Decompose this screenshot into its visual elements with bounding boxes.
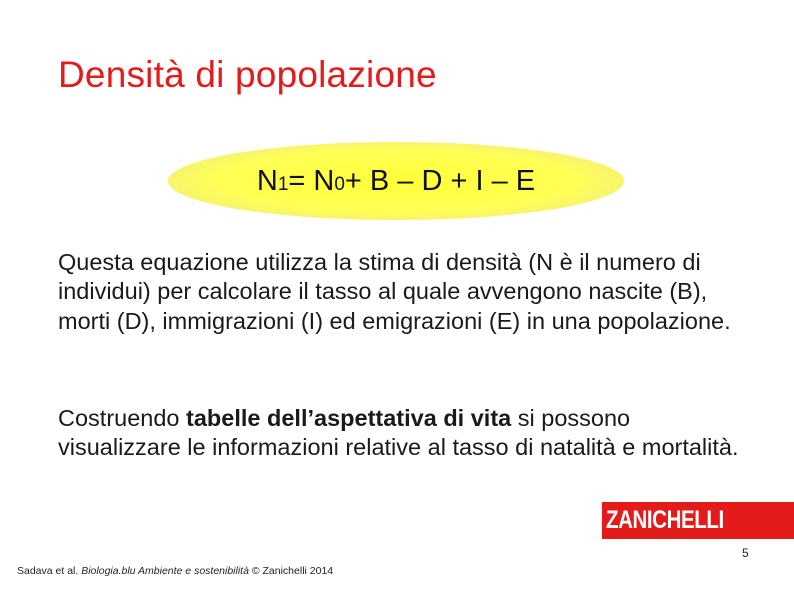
citation [17, 565, 333, 577]
equation-terms: + B – D + I – E [344, 164, 536, 197]
paragraph-life-tables-start: Costruendo [58, 405, 187, 431]
logo-text: ZANICHELLI [606, 506, 724, 534]
paragraph-life-tables [58, 404, 758, 463]
life-tables-term: tabelle dell’aspettativa di vita [186, 405, 512, 431]
population-equation [168, 142, 624, 220]
equation-sub-1: 1 [277, 174, 289, 195]
zanichelli-logo [602, 502, 794, 539]
slide-title: Densità di popolazione [58, 54, 437, 95]
page-number: 5 [742, 546, 749, 560]
paragraph-equation-explanation: Questa equazione utilizza la stima di densità (N è il numero di individui) per calcolare il tasso al quale avvengono nascite (B), morti (D), immigrazioni (I) ed emigrazioni (E) in una popolazione. [58, 249, 731, 334]
equation-sub-0: 0 [334, 174, 345, 195]
citation-authors: Sadava et al. [17, 565, 82, 577]
equation-n1: N [256, 164, 278, 197]
citation-book-title: Biologia.blu Ambiente e sostenibilità [81, 565, 249, 577]
equation-equals-n0: = N [288, 164, 335, 197]
citation-publisher: © Zanichelli 2014 [248, 565, 334, 577]
paragraph-life-tables-end: si possono visualizzare le informazioni relative al tasso di natalità e mortalità. [58, 405, 739, 461]
